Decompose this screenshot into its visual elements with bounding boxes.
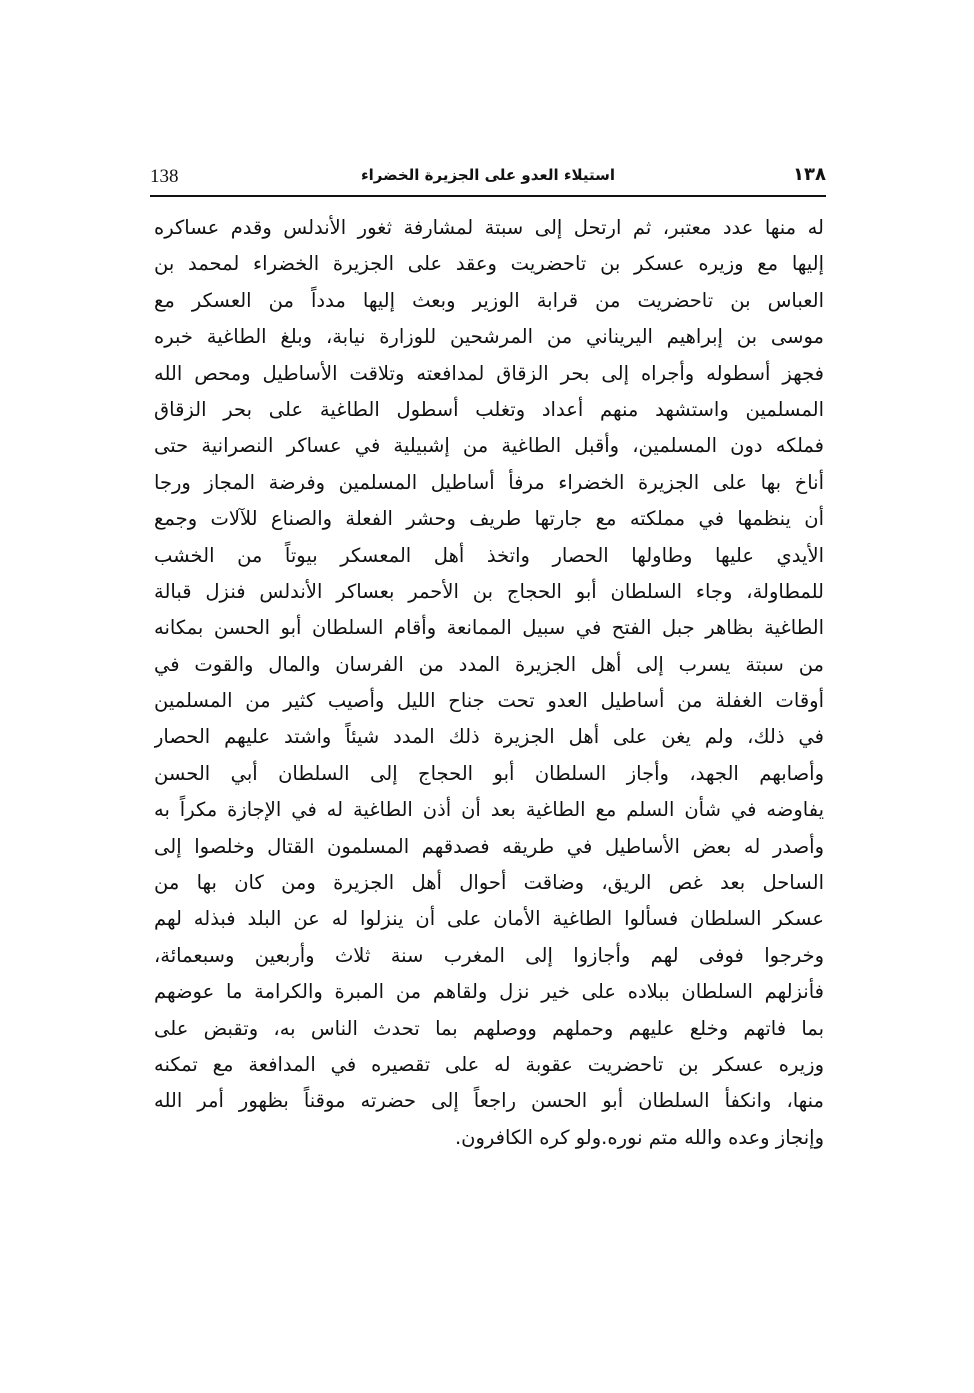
text-line: وأصابهم الجهد، وأجاز السلطان أبو الحجاج إلى السلطان أبي الحسن — [154, 761, 824, 785]
text-line: الأيدي عليها وطاولها الحصار واتخذ أهل المعسكر بيوتاً من الخشب — [154, 543, 824, 567]
text-line: موسى بن إبراهيم اليريناني من المرشحين للوزارة نيابة، وبلغ الطاغية خبره — [154, 325, 824, 349]
text-line: وخرجوا فوفى لهم وأجازوا إلى المغرب سنة ثلاث وأربعين وسبعمائة، — [154, 943, 824, 967]
text-line: فملكه دون المسلمين، وأقبل الطاغية من إشبيلية في عساكر النصرانية حتى — [154, 434, 824, 458]
text-line: منها، وانكفأ السلطان أبو الحسن راجعاً إلى حضرته موقناً بظهور أمر الله — [154, 1089, 824, 1113]
page-number-arabic: ١٣٨ — [793, 164, 826, 185]
text-line: فجهز أسطوله وأجراه إلى بحر الزقاق لمدافعته وتلاقت الأساطيل ومحص الله — [154, 361, 824, 385]
text-line-last: وإنجاز وعده والله متم نوره.ولو كره الكافرون. — [454, 1125, 824, 1149]
text-line: للمطاولة، وجاء السلطان أبو الحجاج بن الأحمر بعساكر الأندلس فنزل قبالة — [154, 579, 824, 603]
text-line: أوقات الغفلة من أساطيل العدو تحت جناح الليل وأصيب كثير من المسلمين — [154, 689, 824, 713]
text-line: عسكر السلطان فسألوا الطاغية الأمان على أن ينزلوا له عن البلد فبذله لهم — [154, 907, 824, 931]
text-line: وأصدر له بعض الأساطيل في طريقه فصدقهم المسلمون القتال وخلصوا إلى — [154, 834, 824, 858]
text-line: بما فاتهم وخلع عليهم وحملهم ووصلهم بما تحدث الناس به، وتقبض على — [154, 1016, 824, 1040]
running-title: استيلاء العدو على الجزيرة الخضراء — [360, 166, 616, 184]
text-line: يفاوضه في شأن السلم مع الطاغية بعد أن أذن الطاغية له في الإجازة مكراً به — [154, 798, 824, 822]
text-line: الساحل بعد غص الريق، وضاقت أحوال أهل الجزيرة ومن كان بها من — [154, 871, 824, 895]
text-line: إليها مع وزيره عسكر بن تاحضريت وعقد على الجزيرة الخضراء لمحمد بن — [154, 252, 824, 276]
text-line: المسلمين واستشهد منهم أعداد وتغلب أسطول الطاغية على بحر الزقاق — [154, 397, 824, 421]
body-text — [154, 210, 824, 1156]
text-line: في ذلك، ولم يغن على أهل الجزيرة ذلك المدد شيئاً واشتد عليهم الحصار — [154, 725, 824, 749]
page-number-latin: 138 — [150, 166, 179, 187]
text-line: أن ينظمها في مملكته مع جارتها طريف وحشر الفعلة والصناع للآلات وجمع — [154, 507, 824, 531]
text-line: العباس بن تاحضريت من قرابة الوزير وبعث إليها مدداً من العسكر مع — [154, 288, 824, 312]
page-header — [150, 160, 826, 194]
text-line: له منها عدد معتبر، ثم ارتحل إلى سبتة لمشارفة ثغور الأندلس وقدم عساكره — [154, 216, 824, 239]
header-rule — [150, 195, 826, 197]
text-line: وزيره عسكر بن تاحضريت عقوبة له على تقصيره في المدافعة مع تمكنه — [154, 1052, 824, 1076]
text-line: الطاغية بظاهر جبل الفتح في سبيل الممانعة وأقام السلطان أبو الحسن بمكانه — [154, 616, 824, 640]
text-line: أناخ بها على الجزيرة الخضراء مرفأ أساطيل المسلمين وفرضة المجاز ورجا — [154, 470, 824, 494]
text-line: من سبتة يسرب إلى أهل الجزيرة المدد من الفرسان والمال والقوت في — [154, 652, 824, 676]
text-line: فأنزلهم السلطان ببلاده على خير نزل ولقاهم من المبرة والكرامة ما عوضهم — [154, 980, 824, 1004]
